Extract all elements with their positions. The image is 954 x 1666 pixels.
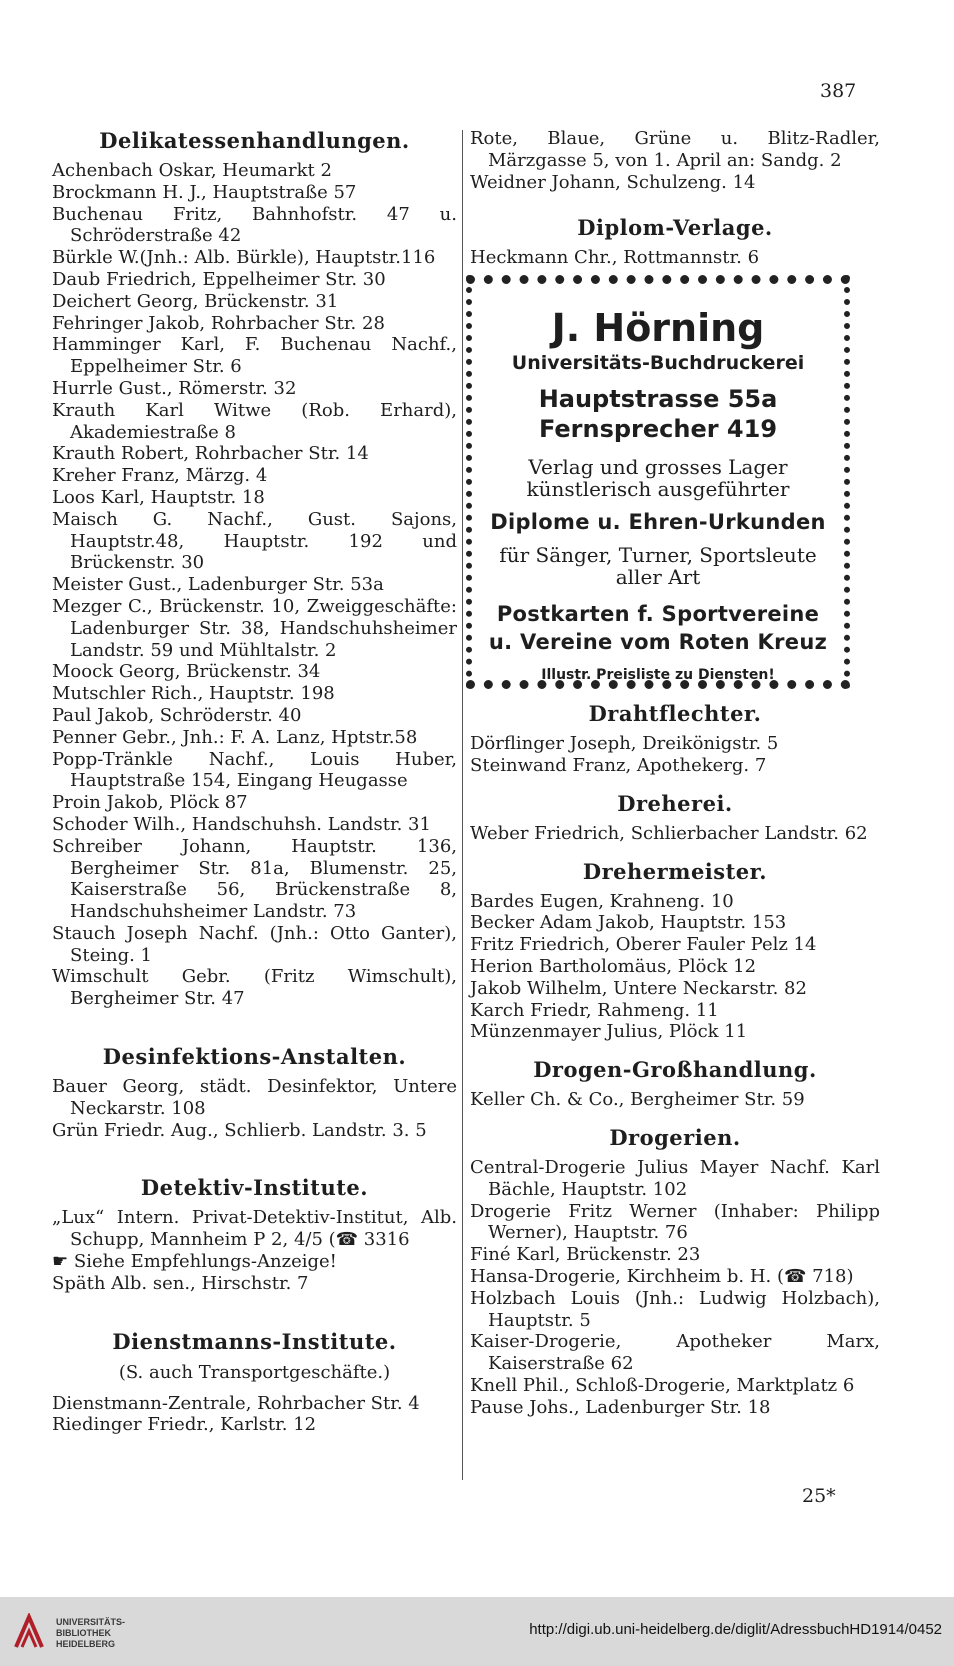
- list-item: Weidner Johann, Schulzeng. 14: [470, 171, 756, 193]
- advertisement-box: [466, 275, 850, 689]
- list-item: Paul Jakob, Schröderstr. 40: [52, 704, 302, 726]
- list-item: Schoder Wilh., Handschuhsh. Landstr. 31: [52, 813, 431, 835]
- ad-phone: Fernsprecher 419: [538, 415, 778, 444]
- entry-list: [470, 128, 880, 193]
- list-item: Rote, Blaue, Grüne u. Blitz-Radler, Märzgasse 5, von 1. April an: Sandg. 2: [470, 128, 880, 171]
- section-drehermeister: [470, 859, 880, 1044]
- list-item: Grün Friedr. Aug., Schlierb. Landstr. 3. 5: [52, 1119, 427, 1141]
- section-note: (S. auch Transportgeschäfte.): [118, 1361, 391, 1383]
- section-title: Detektiv-Institute.: [140, 1175, 369, 1201]
- list-item: Meister Gust., Ladenburger Str. 53a: [52, 574, 384, 596]
- list-item: Wimschult Gebr. (Fritz Wimschult), Bergheimer Str. 47: [52, 966, 457, 1010]
- list-item: Münzenmayer Julius, Plöck 11: [470, 1021, 748, 1043]
- list-item: Buchenau Fritz, Bahnhofstr. 47 u. Schröderstraße 42: [52, 203, 457, 247]
- list-item: Stauch Joseph Nachf. (Jnh.: Otto Ganter), Steing. 1: [52, 922, 457, 966]
- list-item: Central-Drogerie Julius Mayer Nachf. Karl Bächle, Hauptstr. 102: [470, 1156, 880, 1200]
- section-title: Drogen-Großhandlung.: [533, 1057, 817, 1083]
- entry-list: [470, 1089, 880, 1111]
- section-title: Diplom-Verlage.: [577, 215, 773, 241]
- list-item: Deichert Georg, Brückenstr. 31: [52, 290, 339, 312]
- section-title: Drahtflechter.: [588, 701, 762, 727]
- list-item: Hurrle Gust., Römerstr. 32: [52, 377, 297, 399]
- section-detektiv: [52, 1175, 457, 1294]
- list-item: Maisch G. Nachf., Gust. Sajons, Hauptstr.48, Hauptstr. 192 und Brückenstr. 30: [52, 508, 457, 574]
- source-url-link[interactable]: http://digi.ub.uni-heidelberg.de/diglit/AdressbuchHD1914/0452: [529, 1621, 942, 1638]
- list-item: Späth Alb. sen., Hirschstr. 7: [52, 1272, 309, 1294]
- list-item: Knell Phil., Schloß-Drogerie, Marktplatz 6: [470, 1374, 855, 1396]
- ad-company-name: J. Hörning: [551, 306, 765, 351]
- section-title: Desinfektions-Anstalten.: [102, 1044, 407, 1070]
- section-drogen-grosshandlung: [470, 1057, 880, 1111]
- list-item: Popp-Tränkle Nachf., Louis Huber, Hauptstraße 154, Eingang Heugasse: [52, 748, 457, 792]
- section-title: Delikatessenhandlungen.: [99, 128, 410, 153]
- list-item: Bürkle W.(Jnh.: Alb. Bürkle), Hauptstr.116: [52, 247, 436, 269]
- entry-list: [52, 160, 457, 1010]
- list-item: Weber Friedrich, Schlierbacher Landstr. 62: [470, 822, 868, 844]
- list-item: Proin Jakob, Plöck 87: [52, 792, 248, 814]
- page-number: 387: [820, 80, 857, 102]
- list-item: Hansa-Drogerie, Kirchheim b. H. (☎ 718): [470, 1265, 854, 1287]
- list-item: „Lux“ Intern. Privat-Detektiv-Institut, Alb. Schupp, Mannheim P 2, 4/5 (☎ 3316: [52, 1207, 457, 1251]
- list-item: Dörflinger Joseph, Dreikönigstr. 5: [470, 733, 779, 755]
- section-title: Drehermeister.: [582, 858, 768, 884]
- list-item: Mutschler Rich., Hauptstr. 198: [52, 683, 335, 705]
- ad-line: aller Art: [615, 565, 701, 590]
- list-item: Daub Friedrich, Eppelheimer Str. 30: [52, 268, 386, 290]
- entry-list: [470, 1157, 880, 1419]
- list-item: Penner Gebr., Jnh.: F. A. Lanz, Hptstr.58: [52, 726, 418, 748]
- list-item: Drogerie Fritz Werner (Inhaber: Philipp Werner), Hauptstr. 76: [470, 1200, 880, 1244]
- ad-address: Hauptstrasse 55a: [538, 385, 778, 414]
- list-item: Schreiber Johann, Hauptstr. 136, Bergheimer Str. 81a, Blumenstr. 25, Kaiserstraße 56, Brückenstraße 8, Handschuhsheimer Landstr. 73: [52, 835, 457, 923]
- section-drogerien: [470, 1125, 880, 1419]
- list-item: Steinwand Franz, Apothekerg. 7: [470, 754, 767, 776]
- list-item: Heckmann Chr., Rottmannstr. 6: [470, 247, 760, 269]
- list-item: Brockmann H. J., Hauptstraße 57: [52, 181, 357, 203]
- section-drahtflechter: [470, 701, 880, 777]
- column-divider: [462, 130, 463, 1480]
- library-logo-icon: [12, 1613, 46, 1651]
- list-item: Krauth Karl Witwe (Rob. Erhard), Akademiestraße 8: [52, 399, 457, 443]
- ad-line: für Sänger, Turner, Sportsleute: [499, 543, 817, 568]
- ad-subtitle: Universitäts-Buchdruckerei: [511, 352, 805, 375]
- list-item: Bardes Eugen, Krahneng. 10: [470, 890, 734, 912]
- page-footnote: 25*: [802, 1485, 836, 1507]
- section-title: Dienstmanns-Institute.: [112, 1328, 397, 1354]
- list-item: Krauth Robert, Rohrbacher Str. 14: [52, 443, 369, 465]
- section-diplom: [470, 215, 880, 269]
- list-item: Riedinger Friedr., Karlstr. 12: [52, 1414, 317, 1436]
- list-item: Loos Karl, Hauptstr. 18: [52, 486, 265, 508]
- right-column: [470, 128, 880, 1419]
- list-item: ☛ Siehe Empfehlungs-Anzeige!: [52, 1251, 337, 1273]
- section-dreherei: [470, 791, 880, 845]
- list-item: Achenbach Oskar, Heumarkt 2: [52, 160, 332, 181]
- list-item: Herion Bartholomäus, Plöck 12: [470, 955, 757, 977]
- entry-list: [470, 891, 880, 1044]
- list-item: Dienstmann-Zentrale, Rohrbacher Str. 4: [52, 1392, 420, 1414]
- ad-line: künstlerisch ausgeführter: [526, 477, 790, 502]
- library-name: UNIVERSITÄTS- BIBLIOTHEK HEIDELBERG: [56, 1617, 126, 1649]
- section-delikatessen: [52, 128, 457, 1010]
- list-item: Mezger C., Brückenstr. 10, Zweiggeschäfte: Ladenburger Str. 38, Handschuhsheimer Landstr. 59 und Mühltalstr. 2: [52, 595, 457, 661]
- list-item: Keller Ch. & Co., Bergheimer Str. 59: [470, 1089, 805, 1111]
- list-item: Holzbach Louis (Jnh.: Ludwig Holzbach), Hauptstr. 5: [470, 1287, 880, 1331]
- list-item: Pause Johs., Ladenburger Str. 18: [470, 1396, 771, 1418]
- ad-line: Illustr. Preisliste zu Diensten!: [541, 667, 775, 684]
- list-item: Karch Friedr, Rahmeng. 11: [470, 999, 719, 1021]
- list-item: Jakob Wilhelm, Untere Neckarstr. 82: [470, 977, 807, 999]
- list-item: Hamminger Karl, F. Buchenau Nachf., Eppelheimer Str. 6: [52, 334, 457, 378]
- list-item: Kreher Franz, Märzg. 4: [52, 465, 268, 487]
- entry-list: [52, 1207, 457, 1294]
- list-item: Kaiser-Drogerie, Apotheker Marx, Kaiserstraße 62: [470, 1331, 880, 1375]
- list-item: Becker Adam Jakob, Hauptstr. 153: [470, 912, 787, 934]
- ad-line: Verlag und grosses Lager: [528, 455, 788, 480]
- section-desinfektion: [52, 1044, 457, 1141]
- section-dienstmann: [52, 1329, 457, 1437]
- list-item: Bauer Georg, städt. Desinfektor, Untere Neckarstr. 108: [52, 1076, 457, 1119]
- left-column: [52, 128, 457, 1436]
- list-item: Finé Karl, Brückenstr. 23: [470, 1244, 701, 1266]
- entry-list: [52, 1076, 457, 1141]
- entry-list: [470, 247, 880, 269]
- list-item: Moock Georg, Brückenstr. 34: [52, 661, 321, 683]
- entry-list: [470, 733, 880, 777]
- footer-bar: [0, 1597, 954, 1666]
- list-item: Fritz Friedrich, Oberer Fauler Pelz 14: [470, 934, 817, 956]
- ad-line: u. Vereine vom Roten Kreuz: [488, 630, 828, 655]
- entry-list: [470, 823, 880, 845]
- list-item: Fehringer Jakob, Rohrbacher Str. 28: [52, 312, 385, 334]
- section-title: Drogerien.: [609, 1124, 741, 1150]
- ad-line: Diplome u. Ehren-Urkunden: [490, 510, 826, 535]
- ad-line: Postkarten f. Sportvereine: [496, 602, 820, 627]
- section-title: Dreherei.: [617, 790, 733, 816]
- entry-list: [52, 1393, 457, 1437]
